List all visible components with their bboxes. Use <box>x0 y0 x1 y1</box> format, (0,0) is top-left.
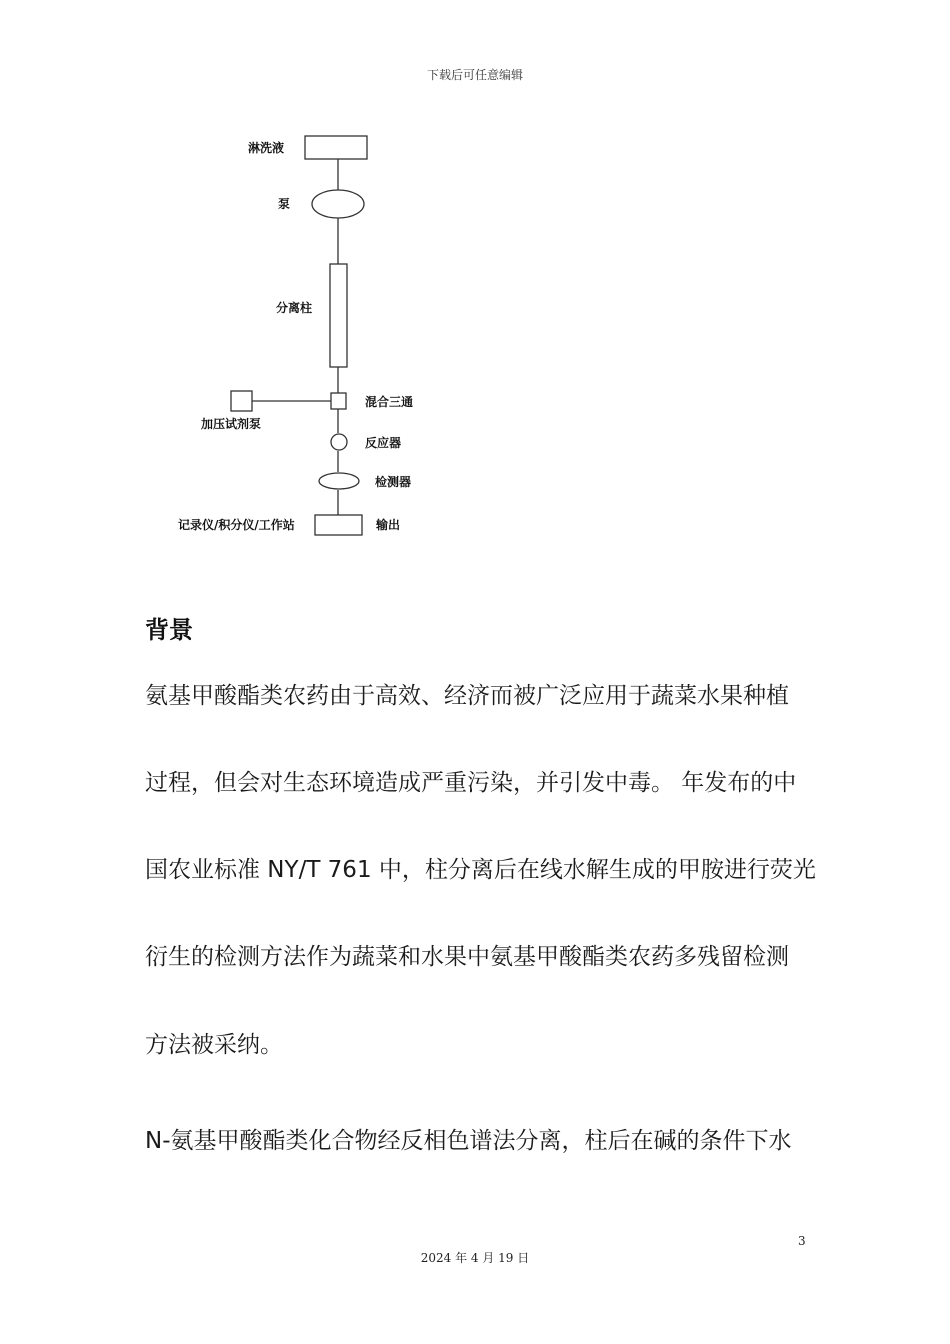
paragraph-line: 氨基甲酸酯类农药由于高效、经济而被广泛应用于蔬菜水果种植 <box>145 683 789 709</box>
reagent-pump-box <box>231 391 252 411</box>
paragraph-line: 过程，但会对生态环境造成严重污染，并引发中毒。 年发布的中 <box>145 770 797 796</box>
label-output: 输出 <box>376 518 401 532</box>
label-detector: 检测器 <box>375 475 412 489</box>
paragraph-line: N-氨基甲酸酯类化合物经反相色谱法分离，柱后在碱的条件下水 <box>145 1128 792 1154</box>
flow-diagram-svg <box>0 0 950 560</box>
detector-ellipse <box>319 473 359 489</box>
eluent-box <box>305 136 367 159</box>
label-reactor: 反应器 <box>365 436 402 450</box>
reactor-circle <box>331 434 347 450</box>
label-reagent-pump: 加压试剂泵 <box>201 417 262 431</box>
paragraph-line: 国农业标准 NY/T 761 中，柱分离后在线水解生成的甲胺进行荧光 <box>145 857 816 883</box>
page-header: 下载后可任意编辑 <box>426 68 523 82</box>
page-number: 3 <box>798 1234 806 1248</box>
label-pump: 泵 <box>278 197 291 211</box>
paragraph-line: 方法被采纳。 <box>145 1032 283 1058</box>
mixing-tee-box <box>331 393 346 409</box>
label-column: 分离柱 <box>276 301 313 315</box>
paragraph-line: 衍生的检测方法作为蔬菜和水果中氨基甲酸酯类农药多残留检测 <box>145 944 789 970</box>
label-eluent: 淋洗液 <box>248 141 285 155</box>
label-recorder: 记录仪/积分仪/工作站 <box>178 518 295 532</box>
recorder-box <box>315 515 362 535</box>
hplc-flow-diagram <box>0 0 950 560</box>
page-footer-date: 2024 年 4 月 19 日 <box>420 1251 530 1265</box>
label-mixing-tee: 混合三通 <box>365 395 414 409</box>
separation-column-rect <box>330 264 347 367</box>
pump-ellipse <box>312 190 364 218</box>
section-heading: 背景 <box>145 616 193 644</box>
